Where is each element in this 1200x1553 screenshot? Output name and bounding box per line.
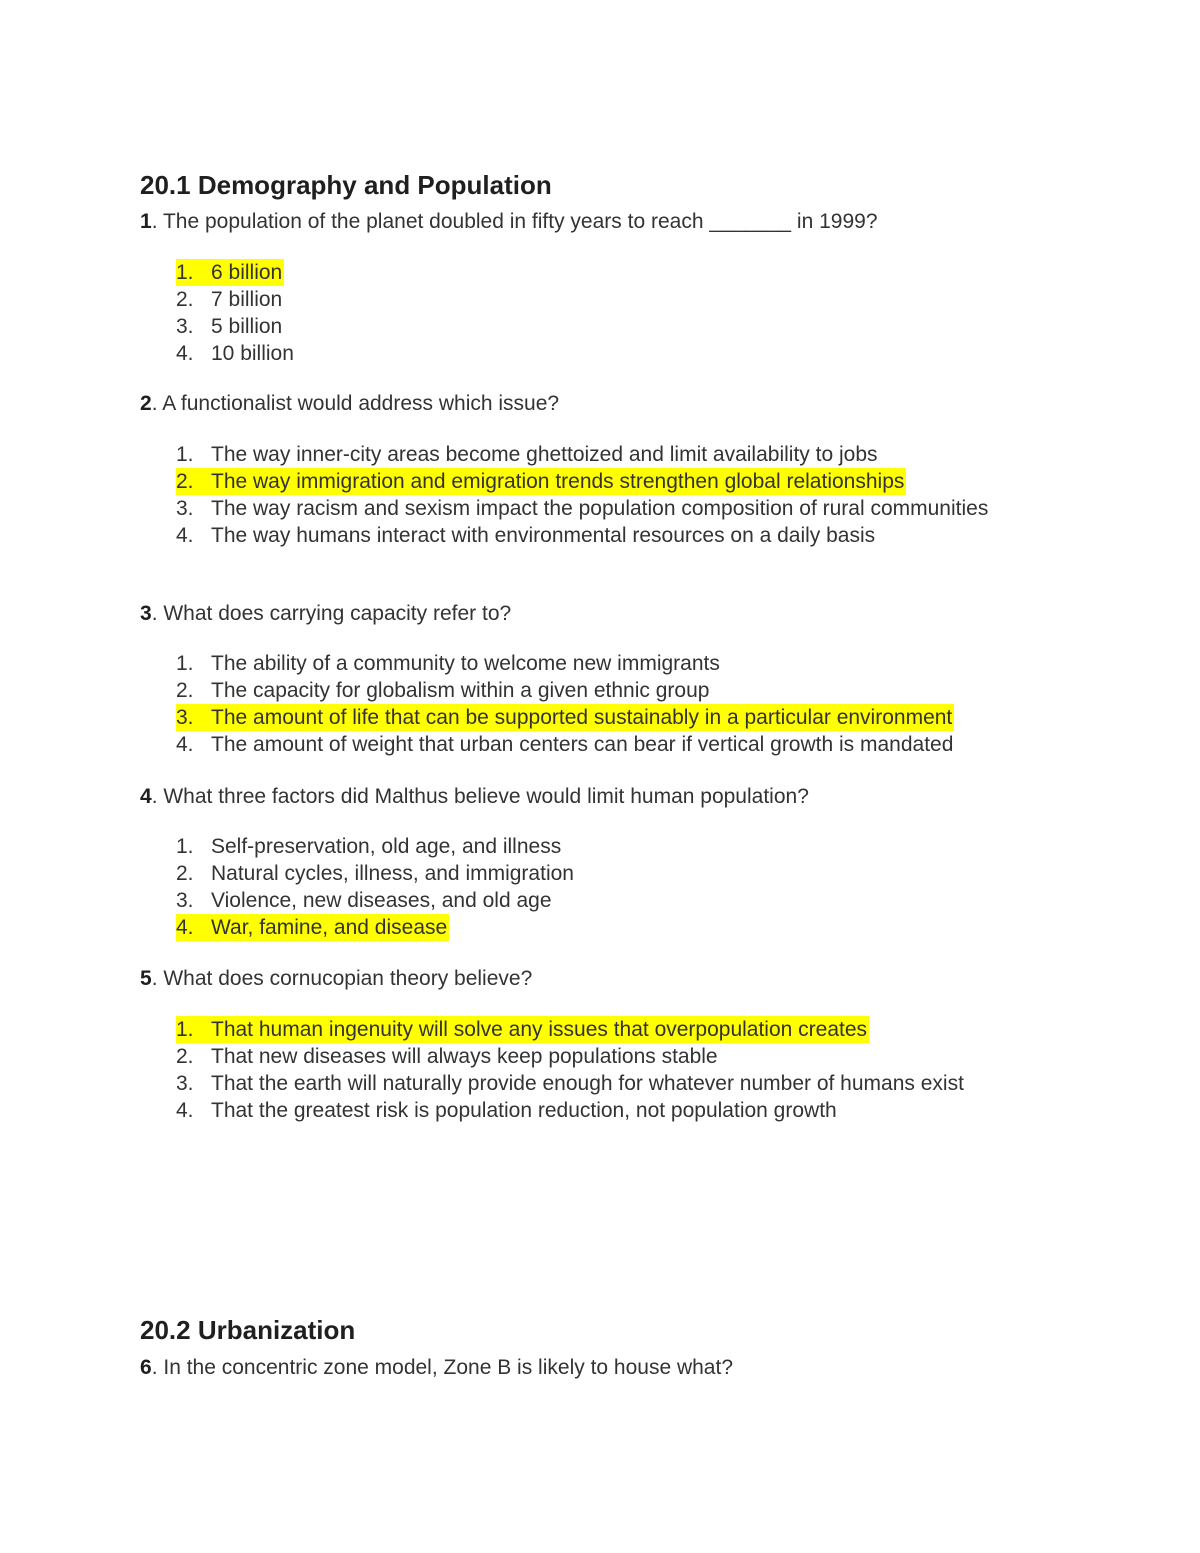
question-number: 5: [140, 967, 152, 990]
answer-list-q1: [176, 259, 294, 367]
answer-option: 2. Natural cycles, illness, and immigration: [176, 862, 574, 885]
section-heading-20-1: 20.1 Demography and Population: [140, 170, 552, 200]
question-6: [140, 1354, 733, 1382]
answer-option-highlighted: 1. 6 billion: [176, 261, 283, 284]
answer-option: 3. The way racism and sexism impact the population composition of rural communities: [176, 497, 989, 520]
question-number: 4: [140, 785, 152, 808]
answer-option: 3. 5 billion: [176, 315, 283, 338]
question-4: [140, 783, 809, 811]
question-number: 1: [140, 210, 152, 233]
question-number: 2: [140, 392, 152, 415]
answer-option: 1. Self-preservation, old age, and illness: [176, 835, 562, 858]
answer-option: 1. The way inner-city areas become ghettoized and limit availability to jobs: [176, 443, 878, 466]
answer-option: 1. The ability of a community to welcome new immigrants: [176, 652, 720, 675]
question-text: . In the concentric zone model, Zone B is likely to house what?: [151, 1356, 734, 1379]
question-text: . What does carrying capacity refer to?: [151, 602, 512, 625]
question-text: . What does cornucopian theory believe?: [151, 967, 533, 990]
question-2: [140, 390, 559, 418]
answer-option: 4. The way humans interact with environmental resources on a daily basis: [176, 524, 876, 547]
answer-option-highlighted: 1. That human ingenuity will solve any issues that overpopulation creates: [176, 1018, 868, 1041]
answer-option: 4. 10 billion: [176, 342, 294, 365]
question-5: [140, 965, 532, 993]
answer-list-q5: [176, 1016, 964, 1124]
question-text: . What three factors did Malthus believe would limit human population?: [151, 785, 809, 808]
answer-option: 2. 7 billion: [176, 288, 283, 311]
answer-option-highlighted: 3. The amount of life that can be supported sustainably in a particular environment: [176, 706, 953, 729]
answer-option-highlighted: 4. War, famine, and disease: [176, 916, 448, 939]
answer-option: 4. That the greatest risk is population reduction, not population growth: [176, 1099, 837, 1122]
question-number: 6: [140, 1356, 152, 1379]
question-1: [140, 208, 878, 236]
answer-option: 3. Violence, new diseases, and old age: [176, 889, 552, 912]
question-text: . A functionalist would address which issue?: [151, 392, 560, 415]
answer-option-highlighted: 2. The way immigration and emigration trends strengthen global relationships: [176, 470, 905, 493]
answer-list-q3: [176, 650, 954, 758]
answer-option: 4. The amount of weight that urban centers can bear if vertical growth is mandated: [176, 733, 954, 756]
question-text: . The population of the planet doubled in fifty years to reach _______ in 1999?: [151, 210, 878, 233]
question-3: [140, 600, 511, 628]
answer-option: 2. That new diseases will always keep populations stable: [176, 1045, 718, 1068]
answer-list-q2: [176, 441, 991, 549]
answer-list-q4: [176, 833, 574, 941]
answer-option: 3. That the earth will naturally provide enough for whatever number of humans exist: [176, 1072, 964, 1095]
section-heading-20-2: 20.2 Urbanization: [140, 1315, 356, 1345]
answer-option: 2. The capacity for globalism within a given ethnic group: [176, 679, 710, 702]
question-number: 3: [140, 602, 152, 625]
